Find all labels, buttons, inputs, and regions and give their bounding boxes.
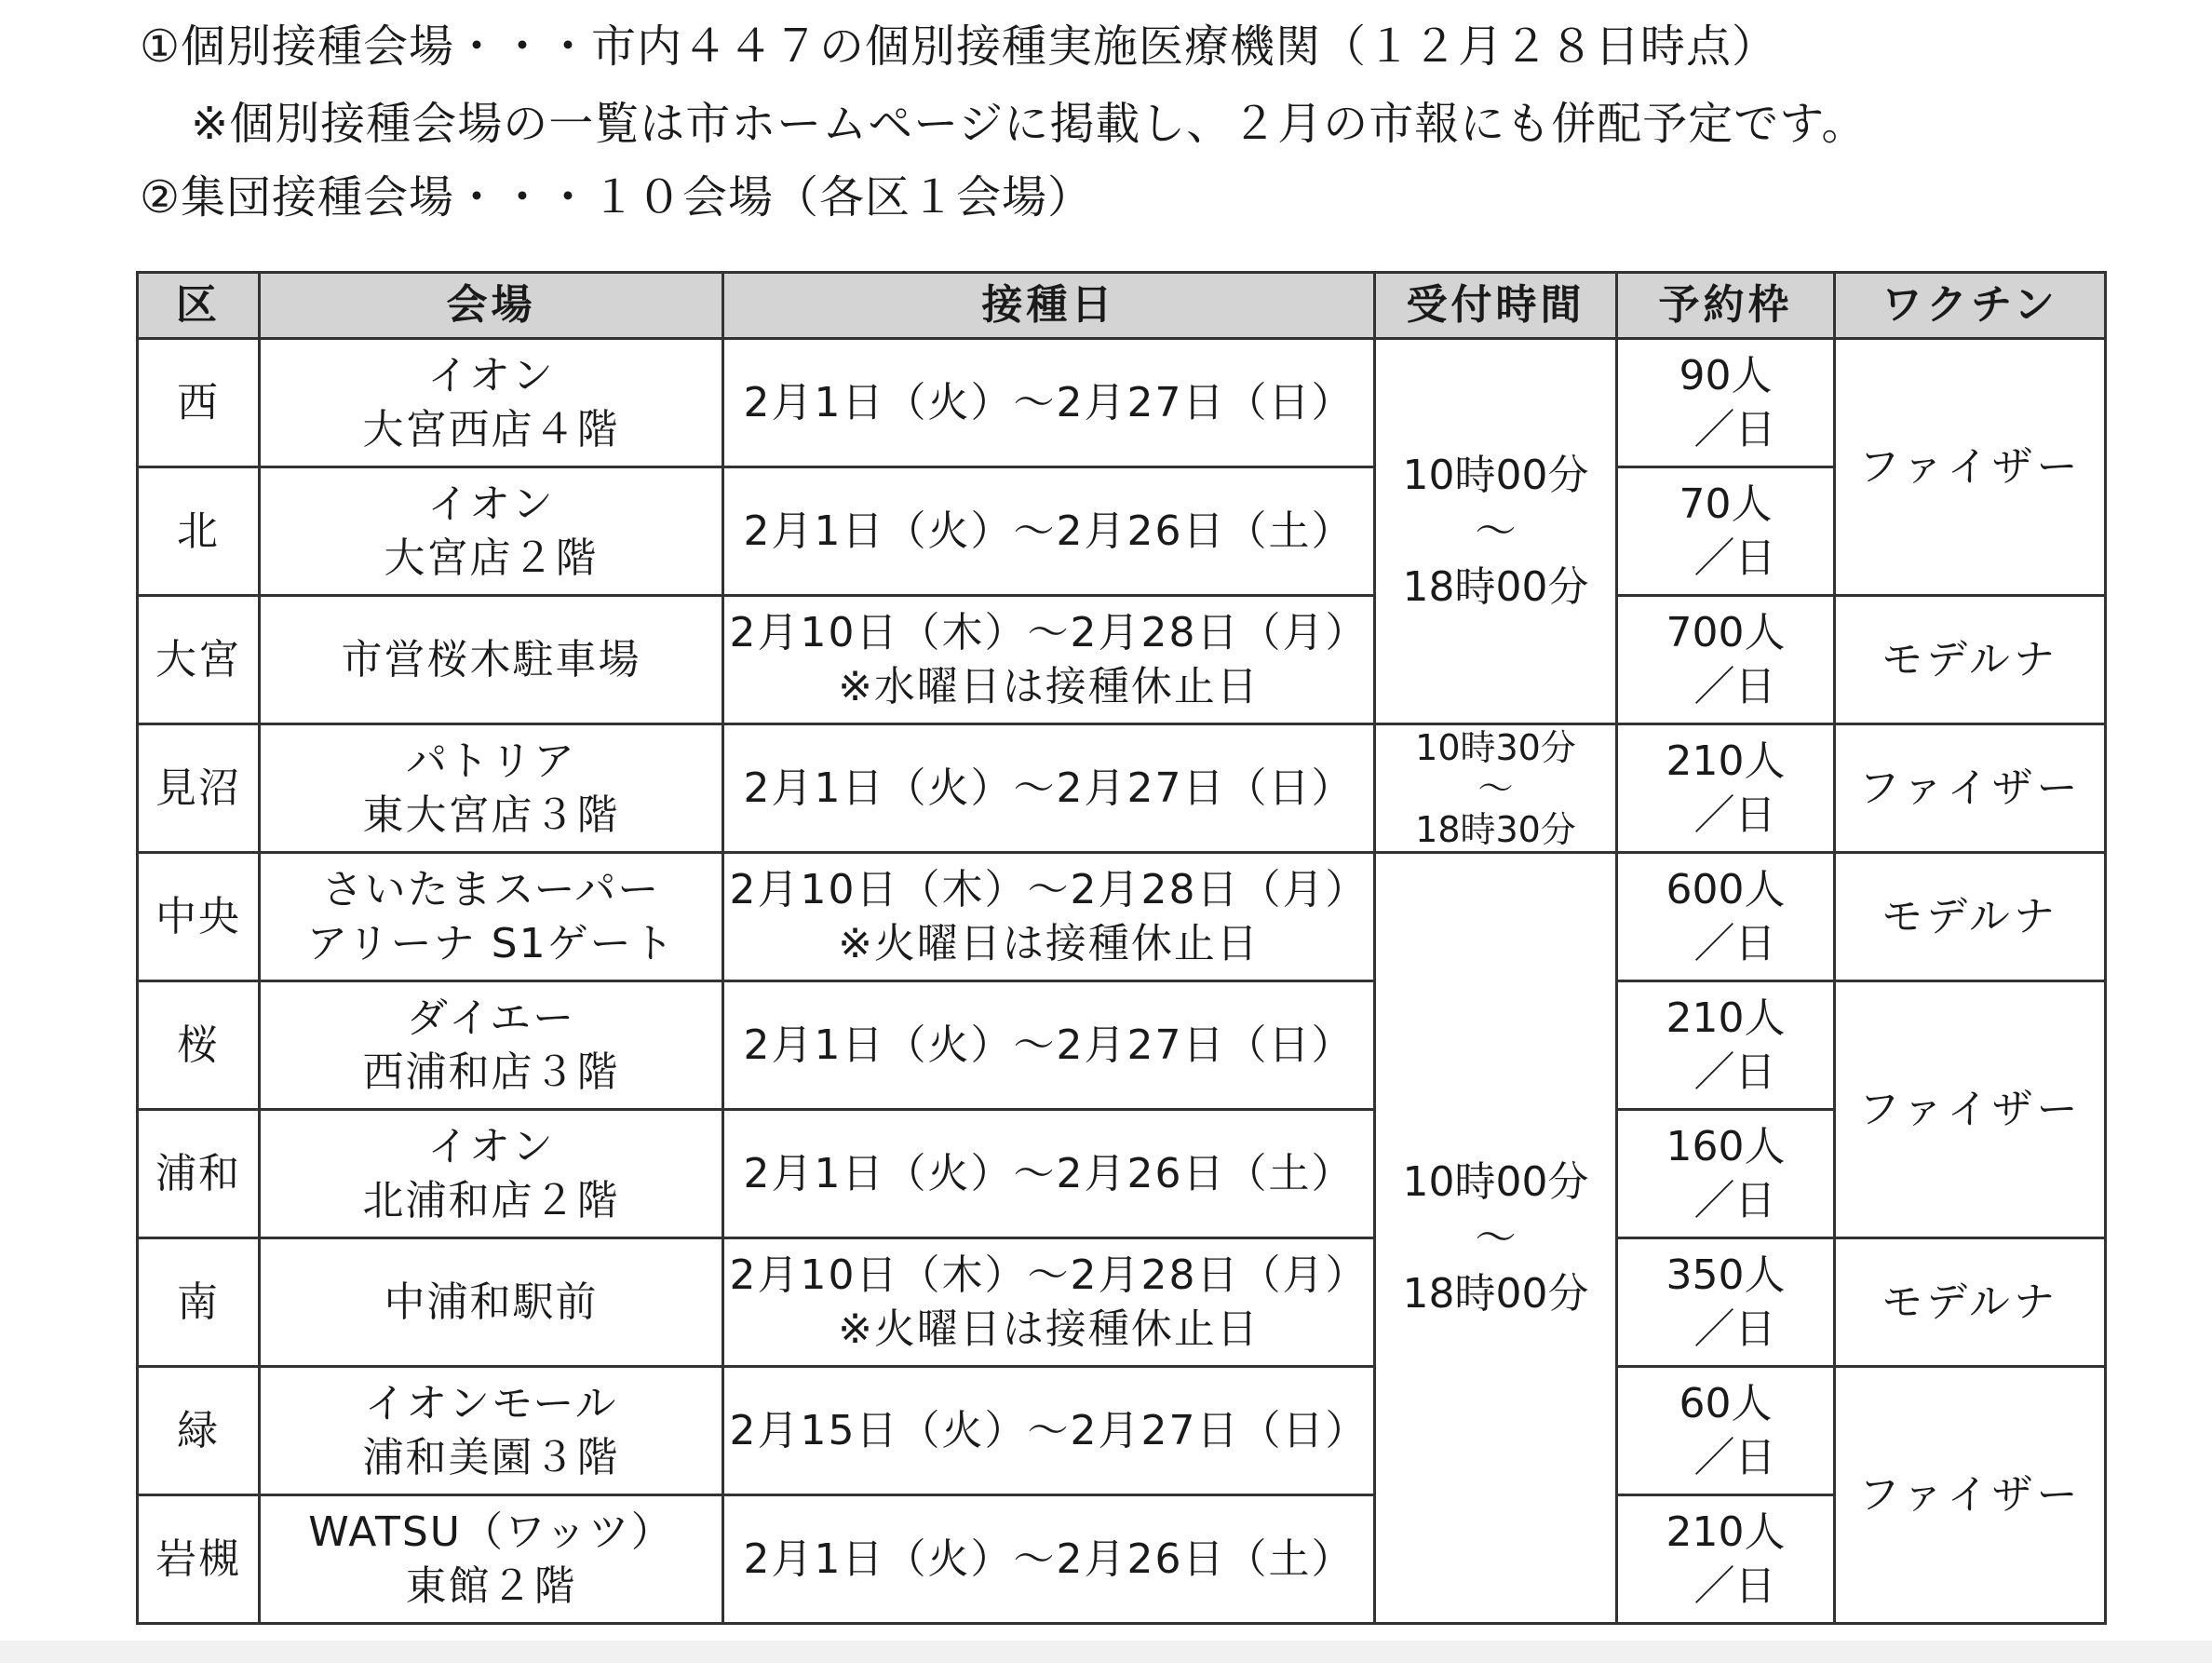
reservation-slots-cell <box>1617 1495 1835 1624</box>
venue-cell <box>260 596 723 724</box>
group-venue-note: ②集団接種会場・・・１０会場（各区１会場） <box>140 171 1094 223</box>
slots-count: 90人 <box>1679 351 1773 399</box>
venue-cell <box>260 339 723 467</box>
time-line: ～ <box>1477 767 1514 809</box>
date-line: ※水曜日は接種休止日 <box>838 662 1260 710</box>
ward-cell: 南 <box>138 1238 260 1367</box>
slots-count: 210人 <box>1666 994 1786 1042</box>
table-row <box>138 339 2106 467</box>
vaccine-cell: ファイザー <box>1835 724 2106 853</box>
venue-line: 東大宮店３階 <box>362 791 620 839</box>
slots-unit: ／日 <box>1693 919 1776 967</box>
time-line: 18時00分 <box>1402 562 1589 611</box>
table-row <box>138 1367 2106 1495</box>
date-line: 2月10日（木）～2月28日（月） <box>729 1251 1369 1299</box>
date-line: 2月1日（火）～2月27日（日） <box>743 378 1355 426</box>
vaccine-cell: ファイザー <box>1835 339 2106 596</box>
slots-count: 160人 <box>1666 1122 1786 1170</box>
venue-line: アリーナ S1ゲート <box>306 919 676 967</box>
slots-count: 600人 <box>1666 865 1786 913</box>
venue-cell <box>260 1110 723 1238</box>
header-vaccination-date: 接種日 <box>723 273 1375 339</box>
date-line: ※火曜日は接種休止日 <box>838 919 1260 967</box>
table-row <box>138 853 2106 981</box>
time-line: 18時00分 <box>1402 1269 1589 1318</box>
table-row <box>138 1238 2106 1367</box>
venue-cell <box>260 724 723 853</box>
vaccination-date-cell <box>723 339 1375 467</box>
venue-cell <box>260 1495 723 1624</box>
venue-cell <box>260 1238 723 1367</box>
reservation-slots-cell <box>1617 724 1835 853</box>
header-vaccine: ワクチン <box>1835 273 2106 339</box>
header-reception-time: 受付時間 <box>1375 273 1617 339</box>
vaccination-date-cell <box>723 1367 1375 1495</box>
vaccination-venue-table <box>136 271 2107 1625</box>
table-row <box>138 1495 2106 1624</box>
reservation-slots-cell <box>1617 1367 1835 1495</box>
slots-unit: ／日 <box>1693 405 1776 453</box>
slots-unit: ／日 <box>1693 1048 1776 1096</box>
ward-cell: 北 <box>138 467 260 596</box>
vaccination-date-cell <box>723 1495 1375 1624</box>
venue-line: イオン <box>427 480 555 528</box>
venue-line: 東館２階 <box>405 1562 577 1610</box>
vaccination-date-cell <box>723 596 1375 724</box>
slots-count: 350人 <box>1666 1251 1786 1299</box>
vaccination-date-cell <box>723 981 1375 1110</box>
venue-line: 大宮店２階 <box>384 534 599 582</box>
header-venue: 会場 <box>260 273 723 339</box>
venue-cell <box>260 981 723 1110</box>
slots-unit: ／日 <box>1693 1433 1776 1481</box>
venue-line: さいたまスーパー <box>321 865 661 913</box>
reservation-slots-cell <box>1617 339 1835 467</box>
vaccination-date-cell <box>723 1238 1375 1367</box>
date-line: 2月10日（木）～2月28日（月） <box>729 865 1369 913</box>
table-row <box>138 981 2106 1110</box>
reception-time-cell <box>1375 724 1617 853</box>
venue-cell <box>260 1367 723 1495</box>
ward-cell: 緑 <box>138 1367 260 1495</box>
date-line: 2月15日（火）～2月27日（日） <box>729 1406 1369 1454</box>
reservation-slots-cell <box>1617 467 1835 596</box>
ward-cell: 西 <box>138 339 260 467</box>
page-bottom-edge <box>0 1641 2212 1663</box>
slots-unit: ／日 <box>1693 1176 1776 1224</box>
venue-line: イオンモール <box>364 1379 618 1427</box>
venue-line: 西浦和店３階 <box>362 1048 620 1096</box>
venue-line: WATSU（ワッツ） <box>308 1508 674 1556</box>
slots-count: 70人 <box>1679 480 1773 528</box>
date-line: ※火曜日は接種休止日 <box>838 1305 1260 1353</box>
venue-line: 浦和美園３階 <box>362 1433 620 1481</box>
table-row <box>138 596 2106 724</box>
vaccination-date-cell <box>723 1110 1375 1238</box>
ward-cell: 岩槻 <box>138 1495 260 1624</box>
date-line: 2月1日（火）～2月26日（土） <box>743 1535 1355 1583</box>
venue-cell <box>260 467 723 596</box>
vaccination-date-cell <box>723 853 1375 981</box>
ward-cell: 大宮 <box>138 596 260 724</box>
reception-time-cell <box>1375 853 1617 1624</box>
header-ward: 区 <box>138 273 260 339</box>
date-line: 2月1日（火）～2月27日（日） <box>743 764 1355 812</box>
reservation-slots-cell <box>1617 853 1835 981</box>
reservation-slots-cell <box>1617 1238 1835 1367</box>
slots-unit: ／日 <box>1693 534 1776 582</box>
reservation-slots-cell <box>1617 981 1835 1110</box>
reception-time-cell <box>1375 339 1617 724</box>
venue-line: ダイエー <box>406 994 576 1042</box>
individual-venue-note: ①個別接種会場・・・市内４４７の個別接種実施医療機関（１２月２８日時点） <box>140 20 1778 73</box>
venue-cell <box>260 853 723 981</box>
time-line: 18時30分 <box>1415 808 1576 850</box>
venue-line: パトリア <box>405 737 577 785</box>
vaccine-cell: モデルナ <box>1835 853 2106 981</box>
time-line: 10時00分 <box>1402 1157 1589 1206</box>
time-line: 10時00分 <box>1402 451 1589 499</box>
ward-cell: 中央 <box>138 853 260 981</box>
header-reservation-slots: 予約枠 <box>1617 273 1835 339</box>
slots-unit: ／日 <box>1693 1305 1776 1353</box>
reservation-slots-cell <box>1617 1110 1835 1238</box>
table-row <box>138 467 2106 596</box>
venue-line: イオン <box>427 351 555 399</box>
time-line: 10時30分 <box>1415 726 1576 768</box>
venue-line: 市営桜木駐車場 <box>341 635 641 683</box>
slots-unit: ／日 <box>1693 662 1776 710</box>
vaccine-cell: ファイザー <box>1835 1367 2106 1624</box>
venue-line: 大宮西店４階 <box>362 405 620 453</box>
table-row <box>138 724 2106 853</box>
table-row <box>138 1110 2106 1238</box>
vaccine-cell: ファイザー <box>1835 981 2106 1238</box>
date-line: 2月1日（火）～2月26日（土） <box>743 1149 1355 1197</box>
venue-line: 中浦和駅前 <box>384 1278 599 1326</box>
time-line: ～ <box>1475 507 1517 555</box>
slots-count: 60人 <box>1679 1379 1773 1427</box>
venue-line: 北浦和店２階 <box>362 1176 620 1224</box>
slots-count: 210人 <box>1666 1508 1786 1556</box>
ward-cell: 見沼 <box>138 724 260 853</box>
time-line: ～ <box>1475 1213 1517 1262</box>
slots-unit: ／日 <box>1693 1562 1776 1610</box>
date-line: 2月10日（木）～2月28日（月） <box>729 608 1369 656</box>
individual-venue-list-note: ※個別接種会場の一覧は市ホームページに掲載し、２月の市報にも併配予定です。 <box>191 98 1868 150</box>
table-header-row <box>138 273 2106 339</box>
vaccination-date-cell <box>723 724 1375 853</box>
vaccine-cell: モデルナ <box>1835 1238 2106 1367</box>
reservation-slots-cell <box>1617 596 1835 724</box>
venue-line: イオン <box>427 1122 555 1170</box>
date-line: 2月1日（火）～2月26日（土） <box>743 507 1355 555</box>
vaccination-date-cell <box>723 467 1375 596</box>
table-body <box>138 339 2106 1624</box>
slots-count: 700人 <box>1666 608 1786 656</box>
ward-cell: 浦和 <box>138 1110 260 1238</box>
date-line: 2月1日（火）～2月27日（日） <box>743 1021 1355 1069</box>
slots-unit: ／日 <box>1693 791 1776 839</box>
vaccine-cell: モデルナ <box>1835 596 2106 724</box>
ward-cell: 桜 <box>138 981 260 1110</box>
slots-count: 210人 <box>1666 737 1786 785</box>
